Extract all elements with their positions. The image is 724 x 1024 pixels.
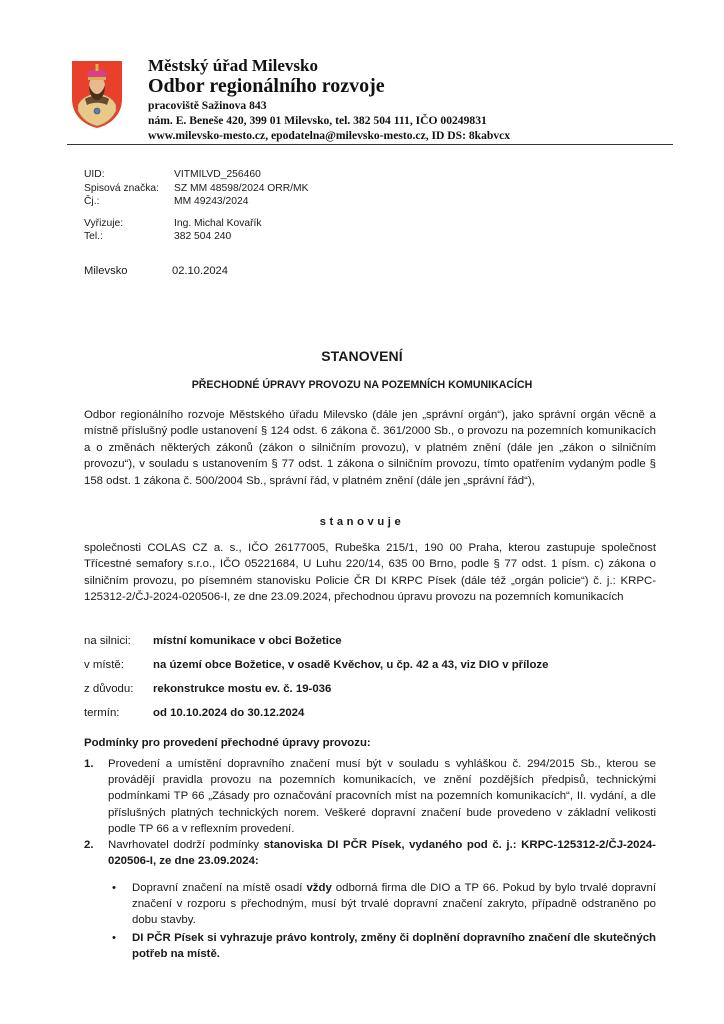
meta-value: SZ MM 48598/2024 ORR/MK	[174, 182, 309, 194]
decision-paragraph: společnosti COLAS CZ a. s., IČO 26177005, Rubeška 215/1, 190 00 Praha, kterou zastupuje společnost Třícestné semafory s.r.o., IČO 05221684, U Luhu 220/14, 635 00 Brno, podle § 77 odst. 1 písm. c) zákona o silničním provozu, po písemném stanovisku Policie ČR DI KRPC Písek (dále též „orgán policie“) č. j.: KRPC-125312-2/ČJ-2024-020506-I, ze dne 23.09.2024, přechodnou úpravu provozu na pozemních komunikacích	[84, 542, 656, 604]
letterhead-text	[148, 56, 510, 143]
bullet-text-emphasis: vždy	[306, 882, 332, 894]
detail-value: na území obce Božetice, v osadě Kvěchov, u čp. 42 a 43, viz DIO v příloze	[153, 659, 549, 671]
header-divider	[67, 144, 673, 145]
document-subtitle: PŘECHODNÉ ÚPRAVY PROVOZU NA POZEMNÍCH KOMUNIKACÍCH	[191, 379, 533, 391]
detail-value: od 10.10.2024 do 30.12.2024	[153, 707, 305, 719]
detail-label: v místě:	[84, 659, 124, 671]
place-and-date	[84, 265, 228, 277]
bullet-icon: •	[112, 882, 116, 894]
bullet-item	[108, 880, 656, 929]
date: 02.10.2024	[172, 265, 228, 277]
letterhead	[70, 56, 674, 146]
condition-text-bold: stanoviska DI PČR Písek, vydaného pod č. j.: KRPC-125312-2/ČJ-2024-020506-I, ze dne 23.09.2024:	[108, 839, 656, 868]
meta-row-phone	[84, 230, 308, 244]
detail-label: termín:	[84, 707, 120, 719]
detail-label: na silnici:	[84, 635, 131, 647]
condition-item	[84, 837, 656, 869]
condition-text-plain: Navrhovatel dodrží podmínky	[108, 839, 264, 851]
condition-number: 2.	[84, 839, 94, 851]
condition-bullets	[108, 880, 656, 963]
reference-block	[84, 168, 308, 244]
meta-value: MM 49243/2024	[174, 196, 249, 207]
bullet-text: DI PČR Písek si vyhrazuje právo kontroly, změny či doplnění dopravního značení dle skutečných potřeb na místě.	[132, 931, 656, 960]
detail-value: rekonstrukce mostu ev. č. 19-036	[153, 683, 332, 695]
document-title: STANOVENÍ	[321, 348, 403, 364]
place: Milevsko	[84, 265, 128, 277]
meta-row-uid	[84, 168, 308, 182]
meta-value: 382 504 240	[174, 231, 232, 242]
meta-value: VITMILVD_256460	[174, 169, 261, 180]
detail-row-term	[84, 707, 548, 731]
meta-value: Ing. Michal Kovařík	[174, 217, 262, 229]
detail-row-reason	[84, 683, 548, 707]
detail-row-location	[84, 659, 548, 683]
coat-of-arms-icon	[70, 59, 124, 129]
meta-label: Čj.:	[84, 196, 100, 207]
bullet-text	[132, 880, 656, 929]
meta-row-ref-number	[84, 195, 308, 209]
condition-item	[84, 756, 656, 837]
bullet-item	[108, 930, 656, 962]
contacts: www.milevsko-mesto.cz, epodatelna@milevsko-mesto.cz, ID DS: 8kabvcx	[148, 129, 511, 142]
conditions-heading: Podmínky pro provedení přechodné úpravy provozu:	[84, 737, 371, 749]
workplace: pracoviště Sažinova 843	[148, 99, 267, 112]
office-name: Městský úřad Milevsko	[148, 56, 318, 75]
bullet-text-part: odborná firma dle DIO a TP 66. Pokud by bylo trvalé dopravní značení v rozporu s přechodným, musí být trvalé dopravní značení zakryto, případně odstraněno po dobu stavby.	[132, 882, 656, 927]
meta-label: Tel.:	[84, 231, 103, 242]
detail-value: místní komunikace v obci Božetice	[153, 635, 342, 647]
detail-row-road	[84, 635, 548, 659]
bullet-text-part: Dopravní značení na místě osadí	[132, 882, 307, 894]
condition-text	[108, 837, 656, 869]
meta-label: Vyřizuje:	[84, 217, 124, 229]
details-list	[84, 635, 548, 731]
bullet-icon: •	[112, 931, 116, 944]
condition-number: 1.	[84, 758, 94, 770]
intro-paragraph: Odbor regionálního rozvoje Městského úřadu Milevsko (dále jen „správní orgán“), jako správní orgán věcně a místně příslušný podle ustanovení § 124 odst. 6 zákona č. 361/2000 Sb., o provozu na pozemních komunikacích a o změnách některých zákonů (zákon o silničním provozu), v platném znění (dále jen „zákon o silničním provozu“), v souladu s ustanovením § 77 odst. 1 zákona o silničním provozu, tímto opatřením vydaným podle § 158 odst. 1 zákona č. 500/2004 Sb., správní řád, v platném znění (dále jen „správní řád“),	[84, 409, 656, 487]
meta-row-handler	[84, 217, 308, 231]
address: nám. E. Beneše 420, 399 01 Milevsko, tel. 382 504 111, IČO 00249831	[148, 114, 487, 127]
condition-text: Provedení a umístění dopravního značení musí být v souladu s vyhláškou č. 294/2015 Sb., kterou se provádějí pravidla provozu na pozemních komunikacích, ve znění pozdějších předpisů, technickými podmínkami TP 66 „Zásady pro označování pracovních míst na pozemních komunikacích“, II. vydání, a dle příslušných platných technických norem. Veškeré dopravní značení bude provedeno v základní velikosti podle TP 66 a v reflexním provedení.	[108, 758, 656, 835]
meta-row-file-mark	[84, 182, 308, 196]
meta-label: UID:	[84, 169, 105, 180]
meta-label: Spisová značka:	[84, 182, 159, 194]
decree-word: stanovuje	[319, 516, 405, 528]
department-name: Odbor regionálního rozvoje	[148, 75, 385, 97]
detail-label: z důvodu:	[84, 683, 134, 695]
